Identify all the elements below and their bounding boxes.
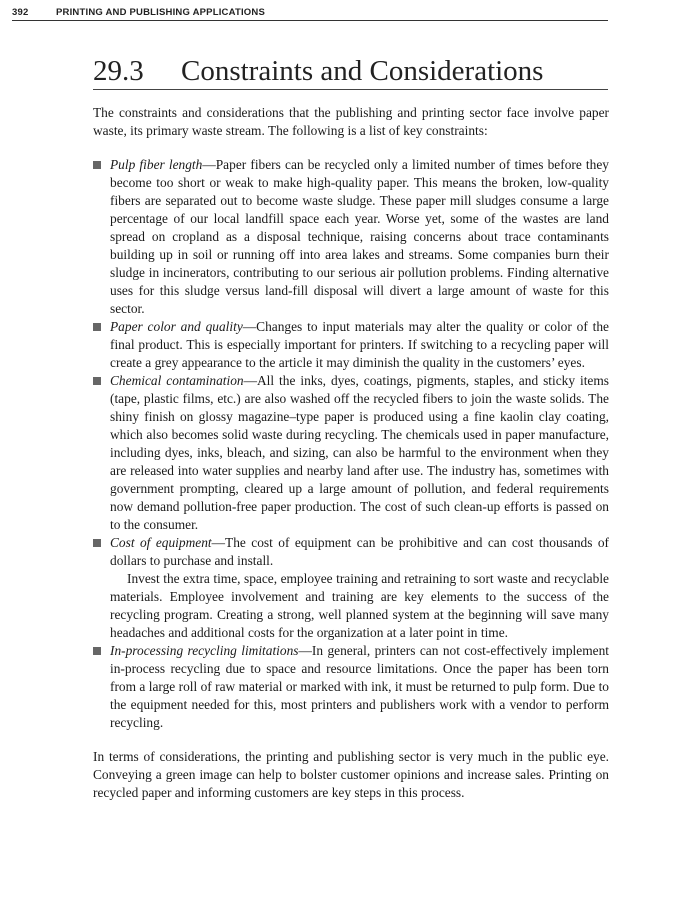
page-number: 392 <box>12 7 29 18</box>
square-bullet-icon <box>93 647 101 655</box>
running-title: PRINTING AND PUBLISHING APPLICATIONS <box>56 7 265 18</box>
list-item <box>93 534 609 642</box>
square-bullet-icon <box>93 161 101 169</box>
section-title: Constraints and Considerations <box>181 55 544 87</box>
list-item <box>93 372 609 534</box>
list-item-extra-paragraph: Invest the extra time, space, employee training and retraining to sort waste and recyclable materials. Employee involvement and training are key elements to the success of the recycling program. Creating a strong, well planned system at the beginning will save many headaches and additional costs for the organization at a later point in time. <box>110 571 609 640</box>
list-item-text: —Changes to input materials may alter the quality or color of the final product. This is especially important for printers. If switching to a recycling paper will create a grey appearance to the article it may diminish the quality in the customers’ eyes. <box>110 319 610 370</box>
section-heading <box>93 56 608 90</box>
constraints-list <box>93 156 609 732</box>
list-item-term: Pulp fiber length <box>110 157 203 172</box>
list-item-term: Chemical contamination <box>110 373 244 388</box>
running-head <box>12 6 608 21</box>
list-item-term: Paper color and quality <box>110 319 243 334</box>
list-item <box>93 156 609 318</box>
list-item-text: —All the inks, dyes, coatings, pigments, staples, and sticky items (tape, plastic films, etc.) are also washed off the recycled fibers to join the waste solids. The shiny finish on glossy magazine–type paper is produced using a fine kaolin clay coating, which also becomes solid waste during recycling. The chemicals used in paper manufacture, including dyes, inks, bleach, and sizing, can also be harmful to the environment when they are released into water supplies and nearby land after use. The industry has, sometimes with government prompting, cleared up a large amount of pollution, and federal requirements now demand pollution-free paper production. The cost of such clean-up efforts is passed on to the consumer. <box>110 373 610 532</box>
list-item-term: Cost of equipment <box>110 535 212 550</box>
square-bullet-icon <box>93 539 101 547</box>
list-item-text: —Paper fibers can be recycled only a limited number of times before they become too short or weak to make high-quality paper. This means the broken, low-quality fibers are separated out to become waste sludge. These paper mill sludges consume a large percentage of our local landfill space each year. Worse yet, some of the wastes are land spread on cropland as a disposal technique, raising concerns about trace contaminants building up in soil or running off into area lakes and streams. Some companies burn their sludge in incinerators, contributing to our serious air pollution problems. Finding alternative uses for this sludge versus land-fill disposal will divert a large amount of waste for this sector. <box>110 157 609 316</box>
body-content <box>93 104 609 802</box>
list-item-text: —In general, printers can not cost-effectively implement in-process recycling due to space and resource limitations. Once the paper has been torn from a large roll of raw material or marked with ink, it must be returned to pulp form. Due to the equipment needed for this, most printers and publishers work with a vendor to perform recycling. <box>110 643 609 730</box>
list-item <box>93 318 609 372</box>
list-item <box>93 642 609 732</box>
closing-paragraph: In terms of considerations, the printing and publishing sector is very much in the public eye. Conveying a green image can help to bolster customer opinions and increase sales. Printing on recycled paper and informing customers are key steps in this process. <box>93 749 609 800</box>
square-bullet-icon <box>93 323 101 331</box>
list-item-term: In-processing recycling limitations <box>110 643 299 658</box>
section-number: 29.3 <box>93 55 144 87</box>
intro-paragraph: The constraints and considerations that the publishing and printing sector face involve paper waste, its primary waste stream. The following is a list of key constraints: <box>93 105 609 138</box>
list-item-text: —The cost of equipment can be prohibitive and can cost thousands of dollars to purchase and install. <box>110 535 610 568</box>
square-bullet-icon <box>93 377 101 385</box>
